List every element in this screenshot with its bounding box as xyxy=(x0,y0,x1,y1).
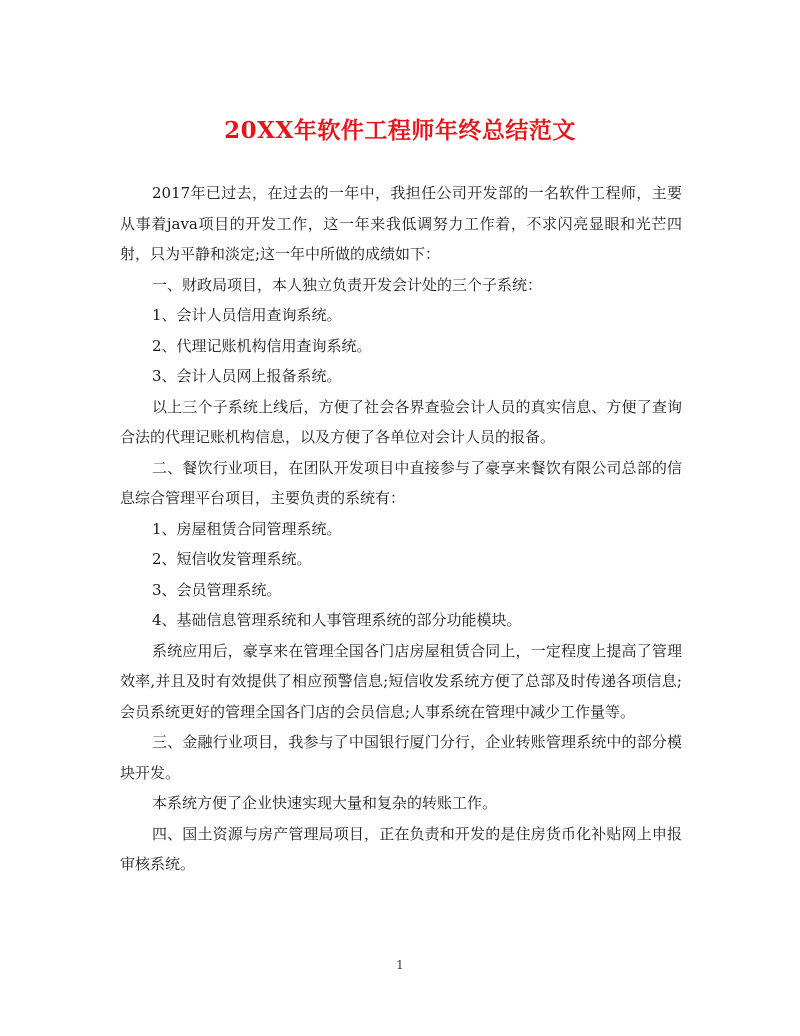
paragraph-section-1-heading: 一、财政局项目，本人独立负责开发会计处的三个子系统： xyxy=(152,275,543,294)
paragraph-section-2-item-3: 3、会员管理系统。 xyxy=(152,580,282,599)
paragraph-section-2-summary: 系统应用后，豪享来在管理全国各门店房屋租赁合同上，一定程度上提高了管理效率,并且及时有效提供了相应预警信息;短信收发系统方便了总部及时传递各项信息;会员系统更好的管理全国各门店的会员信息;人事系统在管理中减少工作量等。 xyxy=(120,641,682,721)
paragraph-section-3-summary: 本系统方便了企业快速实现大量和复杂的转账工作。 xyxy=(152,794,498,812)
paragraph-section-1-item-1: 1、会计人员信用查询系统。 xyxy=(152,306,342,324)
document-title: 20XX年软件工程师年终总结范文 xyxy=(224,117,576,144)
paragraph-section-4-heading: 四、国土资源与房产管理局项目，正在负责和开发的是住房货币化补贴网上申报审核系统。 xyxy=(120,824,682,873)
document-body xyxy=(120,178,682,880)
paragraph-section-1-item-3: 3、会计人员网上报备系统。 xyxy=(152,367,342,385)
paragraph-intro: 2017年已过去，在过去的一年中，我担任公司开发部的一名软件工程师，主要从事着java项目的开发工作，这一年来我低调努力工作着，不求闪亮显眼和光芒四射，只为平静和淡定;这一年中所做的成绩如下： xyxy=(120,184,682,263)
paragraph-section-1-summary: 以上三个子系统上线后，方便了社会各界查验会计人员的真实信息、方便了查询合法的代理记账机构信息，以及方便了各单位对会计人员的报备。 xyxy=(120,397,682,446)
paragraph-section-2-item-2: 2、短信收发管理系统。 xyxy=(152,550,312,568)
paragraph-section-2-item-1: 1、房屋租赁合同管理系统。 xyxy=(152,519,342,538)
paragraph-section-1-item-2: 2、代理记账机构信用查询系统。 xyxy=(152,336,372,355)
paragraph-section-2-heading: 二、餐饮行业项目，在团队开发项目中直接参与了豪享来餐饮有限公司总部的信息综合管理平台项目，主要负责的系统有： xyxy=(120,458,682,507)
paragraph-section-2-item-4: 4、基础信息管理系统和人事管理系统的部分功能模块。 xyxy=(152,611,522,629)
paragraph-section-3-heading: 三、金融行业项目，我参与了中国银行厦门分行，企业转账管理系统中的部分模块开发。 xyxy=(120,733,682,782)
page-number: 1 xyxy=(396,958,404,972)
